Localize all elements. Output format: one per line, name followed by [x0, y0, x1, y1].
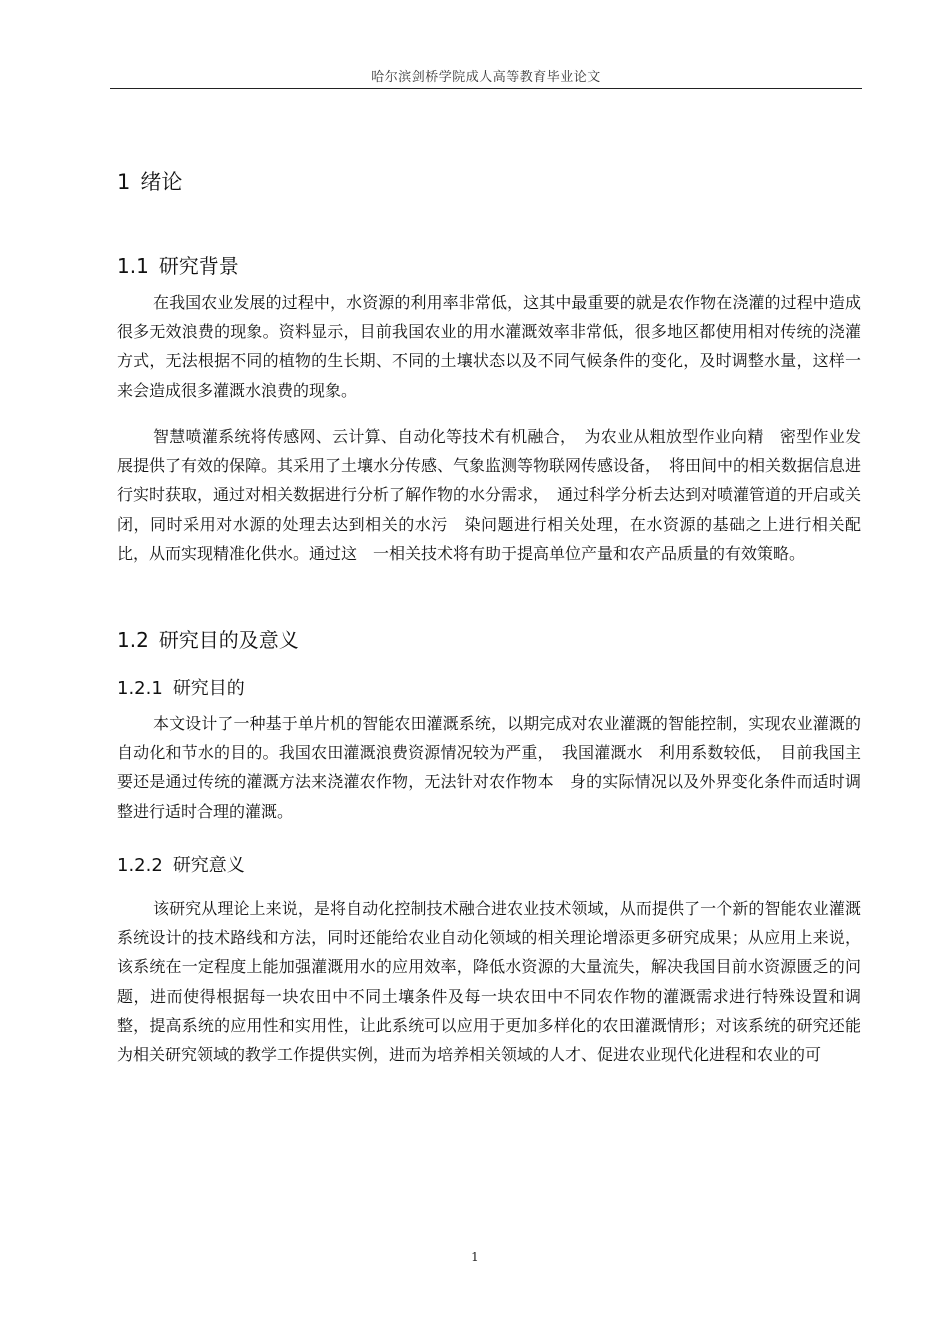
- chapter-number: 1: [117, 170, 131, 194]
- chapter-heading: [117, 166, 182, 196]
- subsection-heading-1-2-1: [117, 674, 245, 700]
- section-title: 研究目的及意义: [158, 628, 299, 652]
- chapter-title: 绪论: [140, 170, 183, 194]
- header-divider: [110, 88, 862, 89]
- page-number: 1: [471, 1250, 479, 1264]
- section-heading-1-1: [117, 250, 239, 279]
- subsection-number: 1.2.2: [117, 855, 163, 876]
- section-title: 研究背景: [158, 254, 239, 278]
- subsection-title: 研究目的: [172, 678, 245, 699]
- paragraph-background-2: 智慧喷灌系统将传感网、云计算、自动化等技术有机融合， 为农业从粗放型作业向精 密型作业发展提供了有效的保障。其采用了土壤水分传感、气象监测等物联网传感设备， 将田间中的相关数据信息进行实时获取，通过对相关数据进行分析了解作物的水分需求， 通过科学分析去达到对喷灌管道的开启或关闭，同时采用对水源的处理去达到相关的水污 染问题进行相关处理，在水资源的基础之上进行相关配比，从而实现精准化供水。通过这 一相关技术将有助于提高单位产量和农产品质量的有效策略。: [117, 427, 862, 563]
- section-number: 1.2: [117, 628, 149, 652]
- subsection-heading-1-2-2: [117, 851, 245, 877]
- section-heading-1-2: [117, 624, 299, 653]
- subsection-title: 研究意义: [172, 855, 245, 876]
- paragraph-significance: 该研究从理论上来说，是将自动化控制技术融合进农业技术领域，从而提供了一个新的智能农业灌溉系统设计的技术路线和方法，同时还能给农业自动化领域的相关理论增添更多研究成果；从应用上来说，该系统在一定程度上能加强灌溉用水的应用效率，降低水资源的大量流失，解决我国目前水资源匮乏的问题，进而使得根据每一块农田中不同土壤条件及每一块农田中不同农作物的灌溉需求进行特殊设置和调整，提高系统的应用性和实用性，让此系统可以应用于更加多样化的农田灌溉情形；对该系统的研究还能为相关研究领域的教学工作提供实例，进而为培养相关领域的人才、促进农业现代化进程和农业的可: [117, 899, 861, 1065]
- section-number: 1.1: [117, 254, 149, 278]
- paragraph-purpose: 本文设计了一种基于单片机的智能农田灌溉系统，以期完成对农业灌溉的智能控制，实现农业灌溉的自动化和节水的目的。我国农田灌溉浪费资源情况较为严重， 我国灌溉水 利用系数较低， 目前我国主要还是通过传统的灌溉方法来浇灌农作物，无法针对农作物本 身的实际情况以及外界变化条件而适时调整进行适时合理的灌溉。: [117, 714, 861, 821]
- running-header: 哈尔滨剑桥学院成人高等教育毕业论文: [371, 70, 601, 85]
- paragraph-background-1: 在我国农业发展的过程中，水资源的利用率非常低，这其中最重要的就是农作物在浇灌的过程中造成很多无效浪费的现象。资料显示，目前我国农业的用水灌溉效率非常低，很多地区都使用相对传统的浇灌方式，无法根据不同的植物的生长期、不同的土壤状态以及不同气候条件的变化，及时调整水量，这样一来会造成很多灌溉水浪费的现象。: [117, 293, 861, 400]
- subsection-number: 1.2.1: [117, 678, 163, 699]
